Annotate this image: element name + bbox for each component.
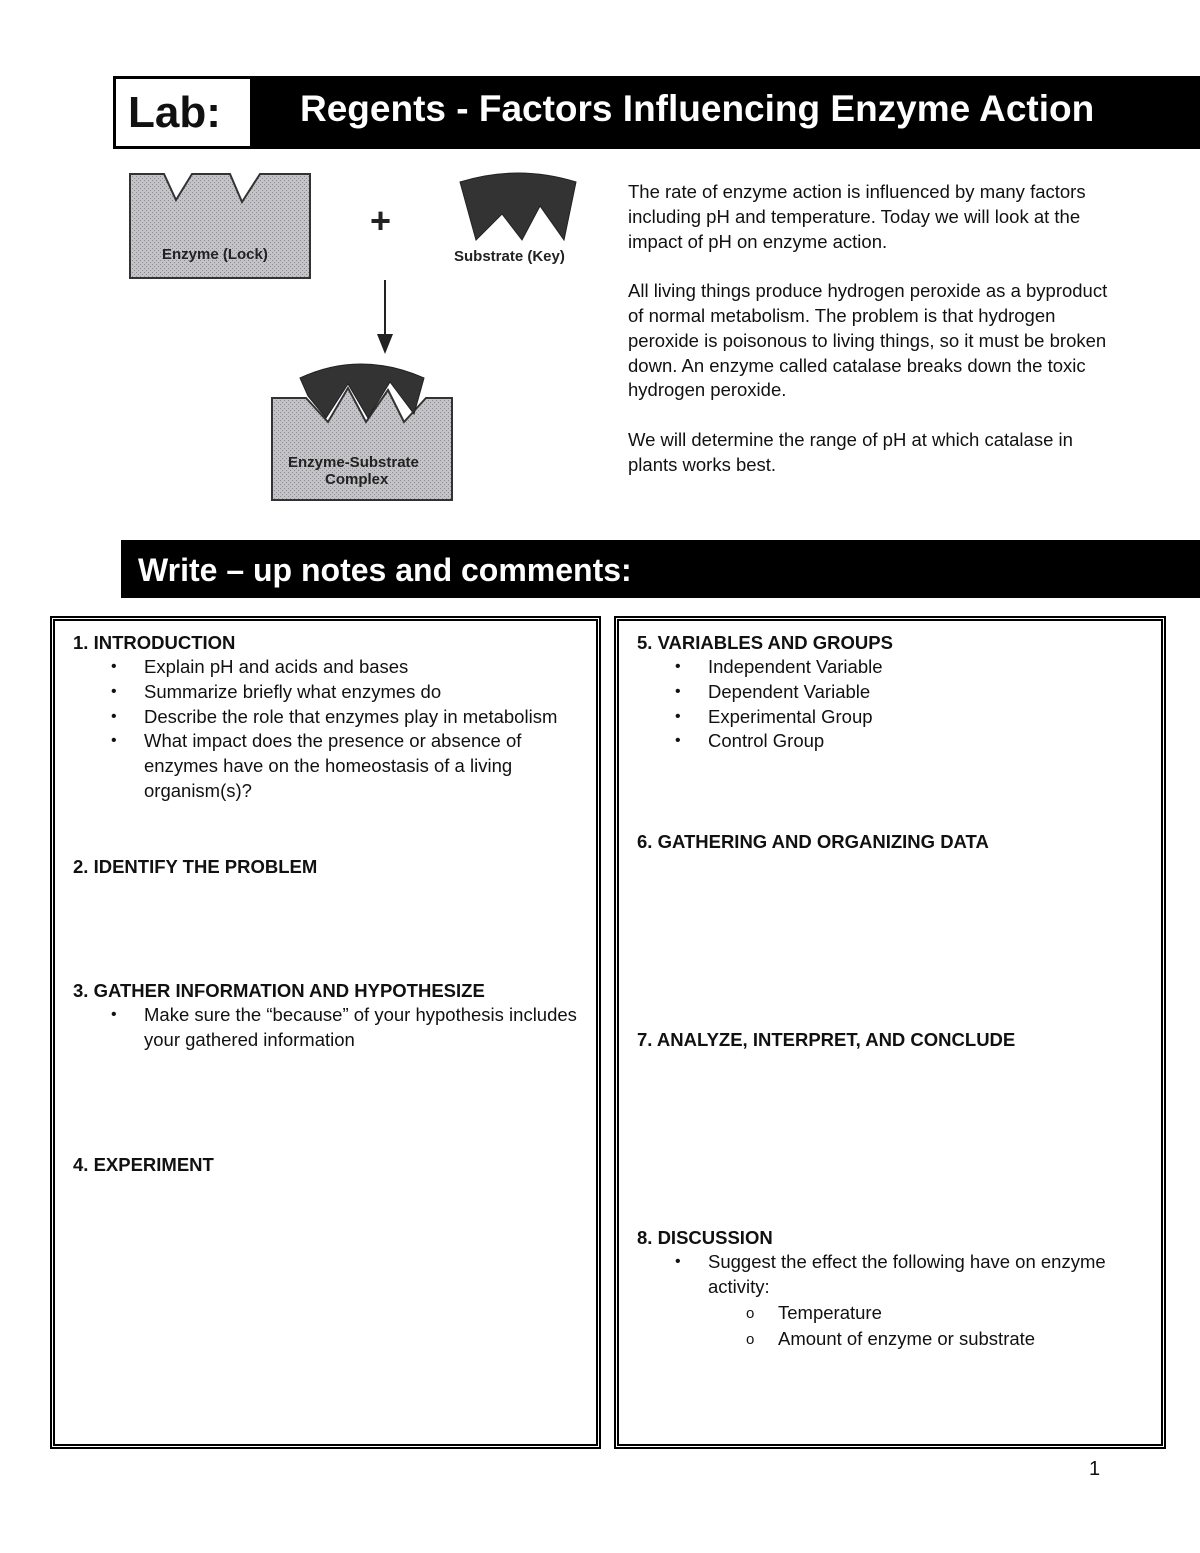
notes-box-right: [614, 616, 1166, 1449]
bullet-list: [637, 1250, 1152, 1300]
enzyme-substrate-diagram: [120, 160, 600, 510]
section-experiment: [73, 1152, 588, 1177]
list-item: • Make sure the “because” of your hypothesis includes your gathered information: [111, 1004, 577, 1050]
page-title: Regents - Factors Influencing Enzyme Action: [300, 88, 1095, 129]
page-number: 1: [1089, 1458, 1101, 1480]
bullet-list: [73, 655, 588, 804]
section-heading: 5. VARIABLES AND GROUPS: [637, 632, 893, 653]
bullet-icon: •: [111, 707, 117, 725]
bullet-icon: •: [675, 682, 681, 700]
sub-list-item: o Temperature: [637, 1300, 1152, 1327]
bullet-icon: •: [675, 1253, 681, 1270]
section-analyze: [637, 1027, 1152, 1052]
section-heading: 6. GATHERING AND ORGANIZING DATA: [637, 831, 989, 852]
section-introduction: [73, 630, 588, 804]
section-heading: 3. GATHER INFORMATION AND HYPOTHESIZE: [73, 980, 485, 1001]
section-identify-problem: [73, 854, 588, 879]
circle-bullet-icon: o: [746, 1304, 755, 1322]
list-item: • Suggest the effect the following have on enzyme activity:: [675, 1251, 1106, 1297]
sub-bullet-list: [637, 1300, 1152, 1353]
bullet-list: [637, 655, 1152, 754]
list-item: • What impact does the presence or absence of enzymes have on the homeostasis of a living organism(s)?: [111, 730, 522, 801]
lab-label: Lab:: [113, 76, 253, 149]
sub-list-item: o Amount of enzyme or substrate: [637, 1326, 1152, 1353]
section-heading: 7. ANALYZE, INTERPRET, AND CONCLUDE: [637, 1029, 1016, 1050]
bullet-icon: •: [675, 658, 681, 675]
section-variables: [637, 630, 1152, 754]
section-gathering-data: [637, 829, 1152, 854]
bullet-list: [73, 1003, 588, 1053]
list-item: • Explain pH and acids and bases: [73, 655, 588, 680]
circle-bullet-icon: o: [746, 1331, 755, 1349]
complex-label-line2: Complex: [325, 471, 389, 488]
section-heading: 2. IDENTIFY THE PROBLEM: [73, 856, 318, 877]
bullet-icon: •: [675, 707, 681, 725]
bullet-icon: •: [111, 1006, 117, 1023]
substrate-label: Substrate (Key): [454, 248, 565, 265]
bullet-icon: •: [675, 732, 681, 750]
notes-box-left: [50, 616, 601, 1449]
writeup-title: Write – up notes and comments:: [138, 552, 632, 588]
bullet-icon: •: [111, 658, 117, 675]
list-item: • Experimental Group: [637, 705, 1152, 730]
bullet-icon: •: [111, 682, 117, 700]
section-heading: 1. INTRODUCTION: [73, 632, 236, 653]
intro-paragraph: The rate of enzyme action is influenced by many factors including pH and temperature. Today we will look at the impact of pH on enzyme action.: [628, 181, 1086, 252]
intro-paragraph: We will determine the range of pH at which catalase in plants works best.: [628, 428, 1073, 475]
intro-paragraph: All living things produce hydrogen peroxide as a byproduct of normal metabolism. The problem is that hydrogen peroxide is poisonous to living things, so it must be broken down. An enzyme called catalase breaks down the toxic hydrogen peroxide.: [628, 280, 1108, 401]
bullet-icon: •: [111, 732, 117, 750]
intro-text: [628, 180, 1108, 502]
list-item: • Summarize briefly what enzymes do: [73, 680, 588, 705]
section-heading: 4. EXPERIMENT: [73, 1154, 214, 1175]
substrate-shape: [460, 173, 576, 240]
complex-substrate-shape: [300, 364, 424, 418]
list-item: • Control Group: [637, 729, 1152, 754]
list-item: • Dependent Variable: [637, 680, 1152, 705]
section-hypothesize: [73, 978, 588, 1053]
enzyme-label: Enzyme (Lock): [162, 246, 268, 263]
complex-label-line1: Enzyme-Substrate: [288, 454, 419, 471]
list-item: • Describe the role that enzymes play in metabolism: [73, 705, 588, 730]
list-item: • Independent Variable: [637, 655, 1152, 680]
section-discussion: [637, 1225, 1152, 1353]
section-heading: 8. DISCUSSION: [637, 1227, 773, 1248]
plus-sign: +: [370, 200, 392, 241]
arrow-head: [377, 334, 393, 354]
